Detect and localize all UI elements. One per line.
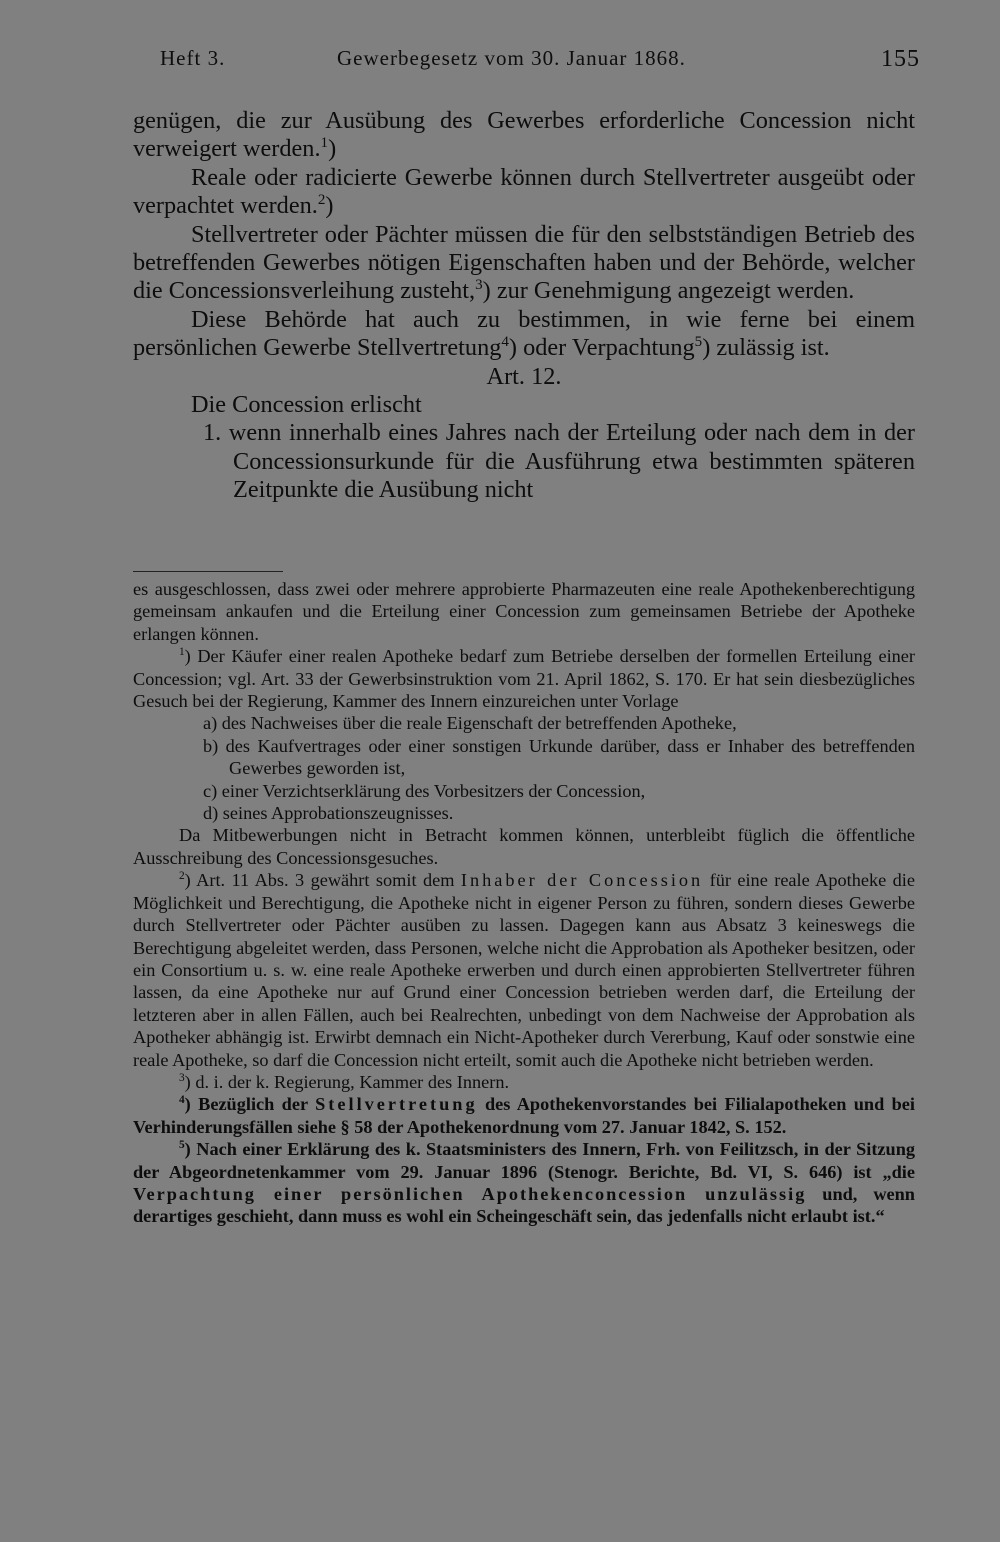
footnote-1-item-d: d) seines Approbationszeugnisses. — [203, 803, 454, 824]
page-number: 155 — [881, 46, 920, 72]
footnote-1-closing: Da Mitbewerbungen nicht in Betracht kommen können, unterbleibt füglich die öffentliche Ausschreibung des Concessionsgesuches. — [133, 825, 915, 868]
footnote-divider — [133, 571, 283, 572]
footnote-3: $^3$) d. i. der k. Regierung, Kammer des Innern. — [179, 1071, 510, 1092]
footnote-ref-3: 3 — [475, 277, 483, 294]
list-item-1: 1. wenn innerhalb eines Jahres nach der Erteilung oder nach dem in der Concessionsurkunde für die Ausführung etwa bestimmten späteren Zeitpunkte die Ausübung nicht — [203, 419, 915, 504]
paragraph-1: genügen, die zur Ausübung des Gewerbes erforderliche Concession nicht verweigert werden.$^1$) — [133, 107, 915, 163]
paragraph-2: Reale oder radicierte Gewerbe können durch Stellvertreter ausgeübt oder verpachtet werden.$^2$) — [133, 163, 915, 220]
spaced-emphasis: Inhaber der Concession — [460, 870, 704, 891]
spaced-emphasis: Verpachtung einer persönlichen Apothekenconcession unzulässig — [133, 1183, 807, 1204]
footnote-1-item-c: c) einer Verzichtserklärung des Vorbesitzers der Concession, — [203, 780, 646, 801]
footnote-1-item-b: b) des Kaufvertrages oder einer sonstigen Urkunde darüber, dass er Inhaber des betreffenden Gewerbes geworden ist, — [203, 735, 915, 779]
article-intro: Die Concession erlischt — [191, 391, 422, 419]
header-title: Gewerbegesetz vom 30. Januar 1868. — [337, 46, 686, 70]
main-text — [133, 107, 915, 505]
footnote-ref-2: 2 — [317, 192, 326, 209]
footnote-4: $^4$) Bezüglich der Stellvertretung des Apothekenvorstandes bei Filialapotheken und bei Verhinderungsfällen siehe § 58 der Apothekenordnung vom 27. Januar 1842, S. 152. — [133, 1094, 915, 1137]
footnotes — [133, 578, 915, 1228]
footnote-1-item-a: a) des Nachweises über die reale Eigenschaft der betreffenden Apotheke, — [203, 713, 737, 734]
footnote-2: $^2$) Art. 11 Abs. 3 gewährt somit dem Inhaber der Concession für eine reale Apotheke die Möglichkeit und Berechtigung, die Apotheke nicht in eigener Person zu führen, sondern dieses Gewerbe durch Stellvertreter oder Pächter ausüben zu lassen. Dagegen kann aus Absatz 3 keineswegs die Berechtigung abgeleitet werden, dass Personen, welche nicht die Approbation als Apotheker besitzen, oder ein Consortium u. s. w. eine reale Apotheke erwerben und durch einen approbierten Stellvertreter führen lassen, da eine Apotheke nur auf Grund einer Concession betrieben werden darf, die Erteilung der letzteren aber in allen Fällen, auch bei Realrechten, unbedingt von dem Nachweise der Approbation als Apotheker abhängig ist. Erwirbt demnach ein Nicht-Apotheker durch Vererbung, Kauf oder sonstwie eine reale Apotheke, so darf die Concession nicht erteilt, somit auch die Apotheke nicht betrieben werden. — [133, 870, 915, 1070]
footnote-ref-4: 4 — [501, 334, 509, 351]
paragraph-3: Stellvertreter oder Pächter müssen die für den selbstständigen Betrieb des betreffenden Gewerbes nötigen Eigenschaften haben und der Behörde, welcher die Concessionsverleihung zusteht,$^3$) zur Genehmigung angezeigt werden. — [133, 220, 915, 305]
spaced-emphasis: Stellvertretung — [315, 1094, 478, 1115]
paragraph-4: Diese Behörde hat auch zu bestimmen, in wie ferne bei einem persönlichen Gewerbe Stellvertretung$^4$) oder Verpachtung$^5$) zulässig ist. — [133, 305, 915, 362]
header-issue: Heft 3. — [160, 46, 226, 70]
footnote-continuation: es ausgeschlossen, dass zwei oder mehrere approbierte Pharmazeuten eine reale Apothekenberechtigung gemeinsam ankaufen und die Erteilung einer Concession zum gemeinsamen Betriebe der Apotheke erlangen können. — [133, 579, 915, 644]
footnote-ref-5: 5 — [694, 334, 703, 351]
running-header — [160, 46, 920, 76]
article-heading: Art. 12. — [486, 362, 562, 390]
footnote-ref-1: 1 — [320, 135, 329, 152]
footnote-1: $^1$) Der Käufer einer realen Apotheke bedarf zum Betriebe derselben der formellen Erteilung einer Concession; vgl. Art. 33 der Gewerbsinstruktion vom 21. April 1862, S. 170. Er hat sein diesbezügliches Gesuch bei der Regierung, Kammer des Innern einzureichen unter Vorlage — [133, 646, 915, 712]
footnote-5: $^5$) Nach einer Erklärung des k. Staatsministers des Innern, Frh. von Feilitzsch, in der Sitzung der Abgeordnetenkammer vom 29. Januar 1896 (Stenogr. Berichte, Bd. VI, S. 646) ist „die Verpachtung einer persönlichen Apothekenconcession unzulässig und, wenn derartiges geschieht, dann muss es wohl ein Scheingeschäft sein, das jedenfalls nicht erlaubt ist.“ — [133, 1139, 915, 1227]
